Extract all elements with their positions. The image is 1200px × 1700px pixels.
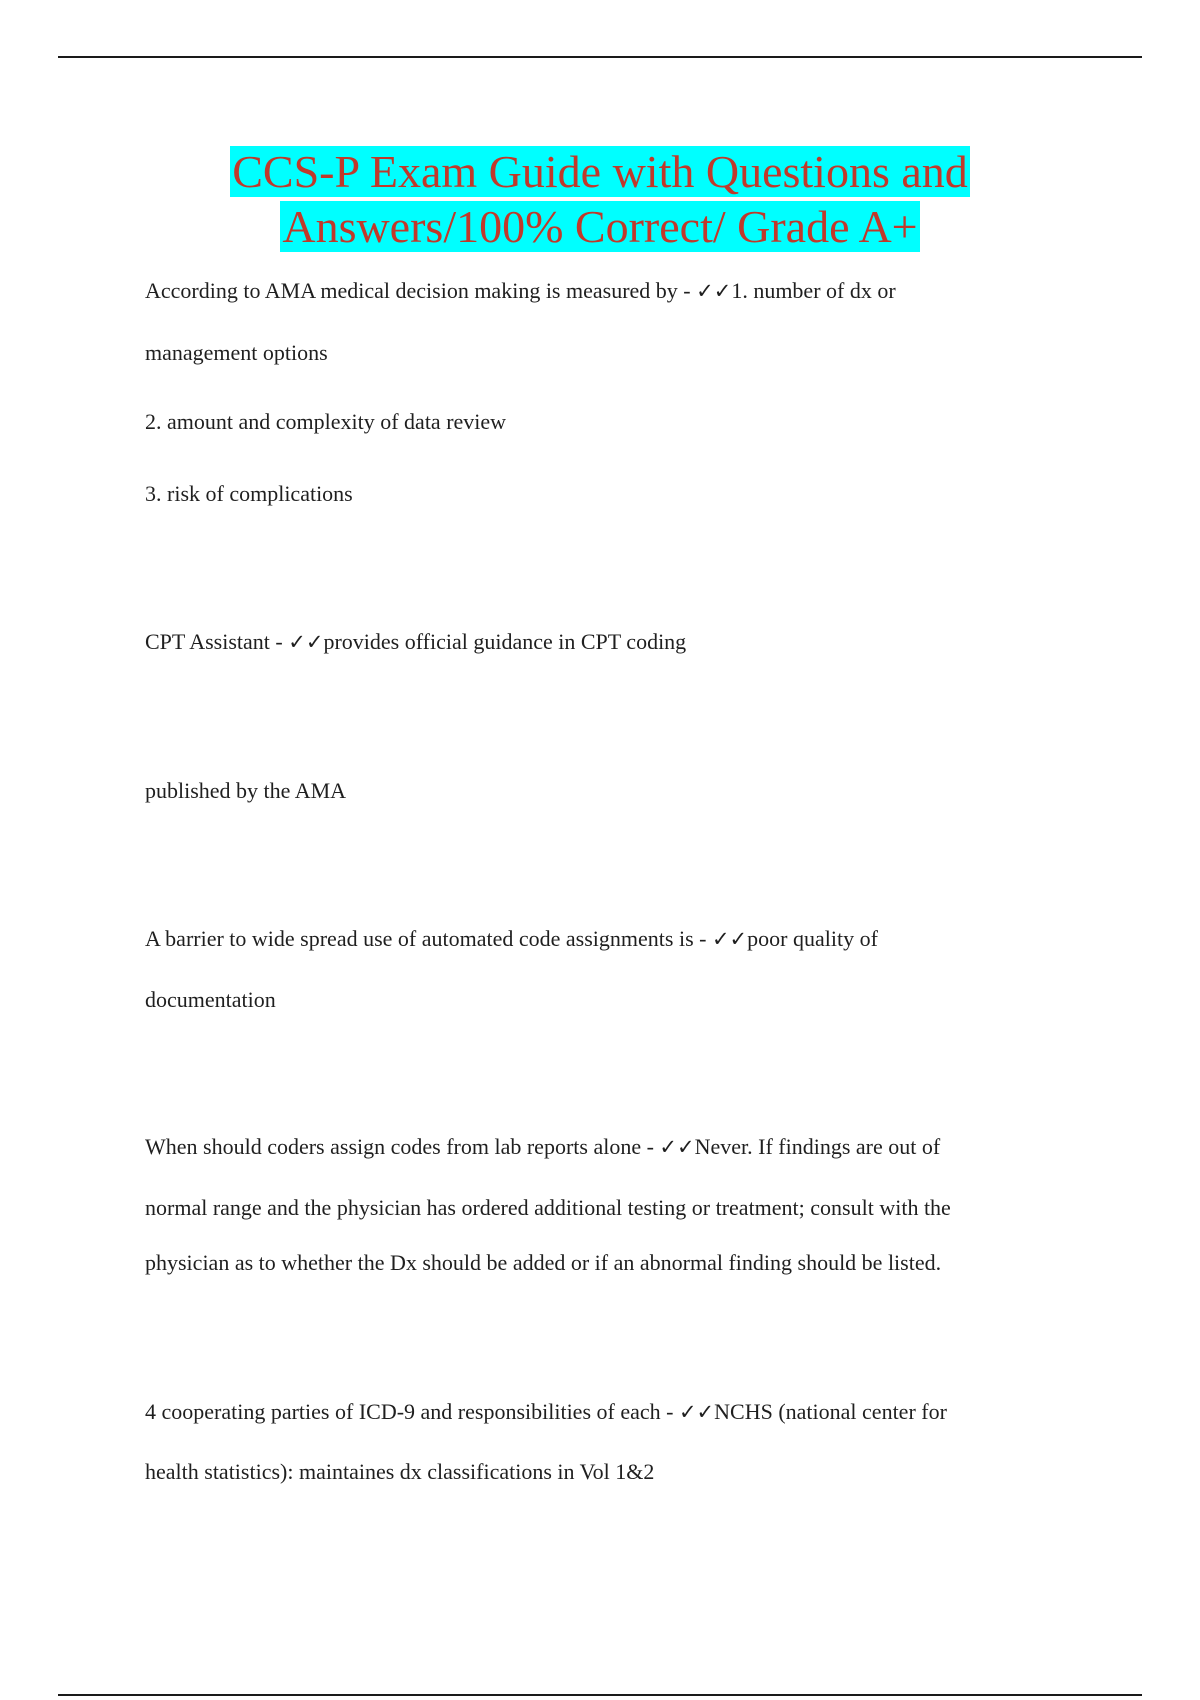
qa-entry-4-cont-1	[145, 1193, 1065, 1223]
answer-text: 3. risk of complications	[145, 481, 353, 506]
answer-text: normal range and the physician has ordered additional testing or treatment; consult with the	[145, 1195, 951, 1220]
question-text: 4 cooperating parties of ICD-9 and responsibilities of each -	[145, 1399, 679, 1424]
qa-entry-5-cont	[145, 1457, 1065, 1487]
qa-line	[145, 627, 1065, 657]
title-line-1: CCS-P Exam Guide with Questions and	[232, 146, 968, 197]
qa-line	[145, 1132, 1065, 1162]
question-text: According to AMA medical decision making is measured by -	[145, 278, 697, 303]
answer-text: 2. amount and complexity of data review	[145, 409, 507, 434]
check-mark-icon: ✓✓	[288, 630, 324, 654]
qa-entry-3	[145, 924, 1065, 954]
document-title	[0, 144, 1200, 254]
qa-entry-5	[145, 1397, 1065, 1427]
answer-text: 1. number of dx or	[731, 278, 896, 303]
answer-text: health statistics): maintaines dx classifications in Vol 1&2	[145, 1459, 655, 1484]
title-line-2: Answers/100% Correct/ Grade A+	[282, 201, 918, 252]
bottom-rule	[58, 1694, 1142, 1696]
qa-entry-1	[145, 276, 1065, 306]
top-rule	[58, 56, 1142, 58]
qa-entry-4-cont-2	[145, 1248, 1065, 1278]
answer-text: provides official guidance in CPT coding	[323, 629, 687, 654]
answer-text: documentation	[145, 987, 276, 1012]
answer-text: published by the AMA	[145, 778, 347, 803]
qa-entry-2-cont	[145, 776, 1065, 806]
question-text: CPT Assistant -	[145, 629, 289, 654]
qa-entry-4	[145, 1132, 1065, 1162]
qa-line	[145, 924, 1065, 954]
answer-text: poor quality of	[747, 926, 878, 951]
qa-line	[145, 1397, 1065, 1427]
qa-entry-1-item-3	[145, 479, 1065, 509]
qa-entry-2	[145, 627, 1065, 657]
check-mark-icon: ✓✓	[711, 927, 748, 951]
qa-entry-1-cont	[145, 338, 1065, 368]
answer-text: physician as to whether the Dx should be added or if an abnormal finding should be listed.	[145, 1250, 942, 1275]
question-text: A barrier to wide spread use of automated code assignments is -	[145, 926, 712, 951]
qa-entry-1-item-2	[145, 407, 1065, 437]
answer-text: NCHS (national center for	[714, 1399, 947, 1424]
answer-text: Never. If findings are out of	[694, 1134, 941, 1159]
question-text: When should coders assign codes from lab reports alone -	[145, 1134, 660, 1159]
check-mark-icon: ✓✓	[678, 1400, 715, 1424]
check-mark-icon: ✓✓	[696, 279, 732, 303]
qa-line	[145, 276, 1065, 306]
answer-text: management options	[145, 340, 328, 365]
check-mark-icon: ✓✓	[659, 1135, 695, 1159]
qa-entry-3-cont	[145, 985, 1065, 1015]
